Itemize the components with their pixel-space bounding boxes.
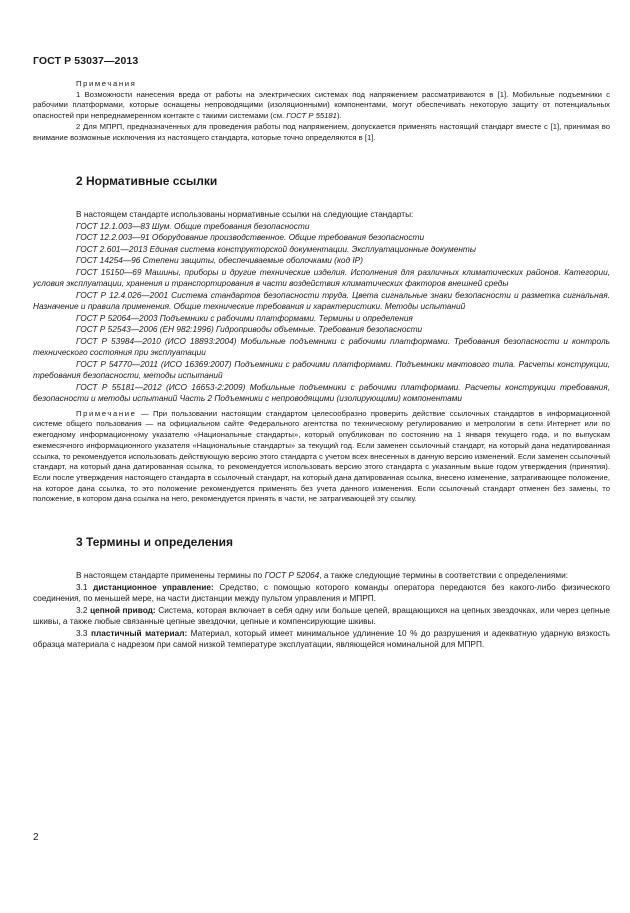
note-2: 2 Для МПРП, предназначенных для проведения работы под напряжением, допускается применять настоящий стандарт вместе с [1], принимая во внимание возможные исключения из настоящего стандарта, которые точно определяются в [1]. <box>33 121 610 142</box>
term-definition: 3.3 пластичный материал: Материал, который имеет минимальное удлинение 10 % до разрушения и адекватную ударную вязкость образца материала с надрезом при самой низкой температуре эксплуатации, являющейся номинальной для МПРП. <box>33 627 610 650</box>
normative-reference: ГОСТ Р 12.4.026—2001 Система стандартов безопасности труда. Цвета сигнальные знаки безопасности и разметка сигнальная. Назначение и правила применения. Общие технические требования и характеристики. Методы испытаний <box>33 289 610 312</box>
normative-reference: ГОСТ Р 55181—2012 (ИСО 16653-2:2009) Мобильные подъемники с рабочими платформами. Расчеты конструкции требования, безопасности и методы испытаний Часть 2 Подъемники с непроводящими (изолирующими) компонентами <box>33 381 610 404</box>
note-1: 1 Возможности нанесения вреда от работы на электрических системах под напряжением рассматриваются в [1]. Мобильные подъемники с рабочими платформами, которые оснащены непроводящими (изоляционными) компонентами, могут обеспечивать некоторую защиту от потенциальных опасностей при непреднамеренном контакте с такими системами (см. ГОСТ Р 55181). <box>33 89 610 121</box>
normative-reference: ГОСТ 14254—96 Степени защиты, обеспечиваемые оболочками (код IP) <box>76 255 363 266</box>
normative-reference: ГОСТ 2.601—2013 Единая система конструкторской документации. Эксплуатационные документы <box>76 243 476 254</box>
notes-title: Примечания <box>76 79 137 88</box>
section-3-intro: В настоящем стандарте применены термины по ГОСТ Р 52064, а также следующие термины в соответствии с определениями: <box>76 570 569 581</box>
normative-reference: ГОСТ Р 53984—2010 (ИСО 18893:2004) Мобильные подъемники с рабочими платформами. Требования безопасности и контроль технического состояния при эксплуатации <box>33 335 610 358</box>
normative-reference: ГОСТ Р 52543—2006 (ЕН 982:1996) Гидроприводы объемные. Требования безопасности <box>76 324 423 335</box>
term-definition: 3.1 дистанционное управление: Средство, с помощью которого команды оператора передаются без какого-либо физического соединения, по меньшей мере, на части дистанции между пультом управления и МПРП. <box>33 581 611 604</box>
section-2-note: Примечание — При пользовании настоящим стандартом целесообразно проверить действие ссылочных стандартов в информационной системе общего пользования — на официальном сайте Федерального агентства по техническому регулированию и метрологии в сети Интернет или по ежегодному информационному указателю «Национальные стандарты», который опубликован по состоянию на 1 января текущего года, и по выпускам ежемесячного информационного указателя «Национальные стандарты» за текущий год. Если заменен ссылочный стандарт, на который дана недатированная ссылка, то рекомендуется использовать действующую версию этого стандарта с учетом всех внесенных в данную версию изменений. Если заменен ссылочный стандарт, на который дана датированная ссылка, то рекомендуется использовать версию этого стандарта с указанным выше годом утверждения (принятия). Если после утверждения настоящего стандарта в ссылочный стандарт, на который дана датированная ссылка, внесено изменение, затрагивающее положение, на которое дана ссылка, то это положение рекомендуется применять без учета данного изменения. Если ссылочный стандарт отменен без замены, то положение, в котором дана ссылка на него, рекомендуется принять в части, не затрагивающей эту ссылку. <box>33 408 610 504</box>
normative-reference: ГОСТ 12.1.003—83 Шум. Общие требования безопасности <box>76 220 310 231</box>
document-header: ГОСТ Р 53037—2013 <box>33 55 139 67</box>
section-3-heading: 3 Термины и определения <box>76 535 234 550</box>
term-definition: 3.2 цепной привод: Система, которая включает в себя одну или больше цепей, вращающихся на цепных звездочках, или через цепные шкивы, а также любые связанные цепные звездочки, цепные и компенсирующие шкивы. <box>33 604 611 627</box>
page-number: 2 <box>33 832 39 843</box>
normative-reference: ГОСТ 12.2.003—91 Оборудование производственное. Общие требования безопасности <box>76 232 425 243</box>
main-column <box>33 79 610 651</box>
normative-reference: ГОСТ Р 54770—2011 (ИСО 16369:2007) Подъемники с рабочими платформами. Подъемники мачтового типа. Расчеты конструкции, требования безопасности, методы испытаний <box>33 358 610 381</box>
normative-reference: ГОСТ Р 52064—2003 Подъемники с рабочими платформами. Термины и определения <box>76 312 413 323</box>
normative-reference: ГОСТ 15150—69 Машины, приборы и другие технические изделия. Исполнения для различных климатических районов. Категории, условия эксплуатации, хранения и транспортирования в части воздействия климатических факторов внешней среды <box>33 266 610 289</box>
section-2-intro: В настоящем стандарте использованы нормативные ссылки на следующие стандарты: <box>76 209 414 220</box>
section-2-heading: 2 Нормативные ссылки <box>76 174 218 189</box>
